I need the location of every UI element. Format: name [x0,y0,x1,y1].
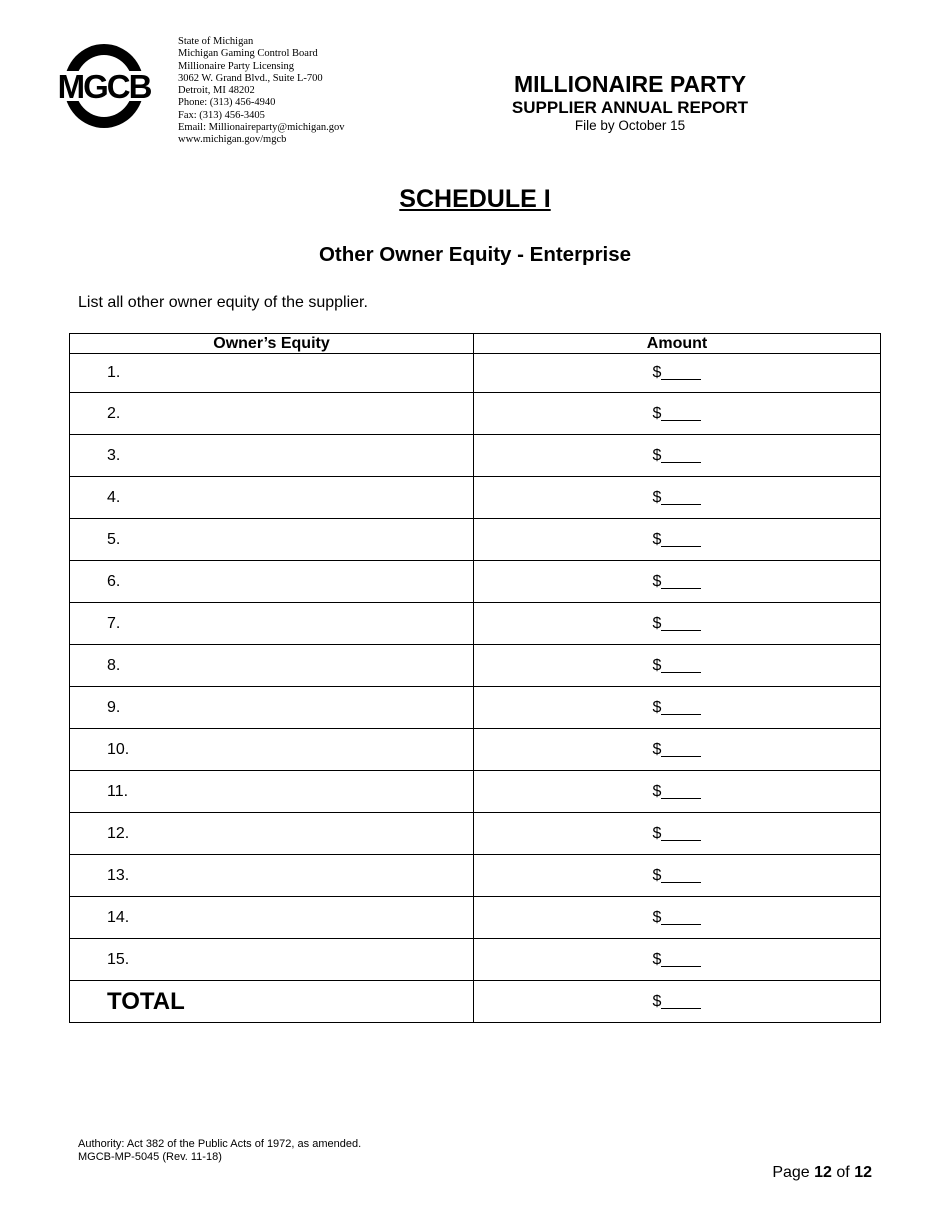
total-row [70,981,881,1023]
table-row [70,435,881,477]
total-pages: 12 [854,1164,872,1181]
row-label: 14. [70,897,474,939]
report-header [460,70,800,134]
amount-input[interactable] [661,406,701,421]
agency-address [178,36,345,147]
row-label: 11. [70,771,474,813]
address-line: Fax: (313) 456-3405 [178,109,265,121]
address-line: Detroit, MI 48202 [178,85,255,97]
row-label: 13. [70,855,474,897]
row-label: 10. [70,729,474,771]
amount-cell [474,435,881,477]
row-label: 1. [70,354,474,393]
table-row [70,855,881,897]
amount-cell [474,981,881,1023]
amount-input[interactable] [661,532,701,547]
current-page: 12 [814,1164,832,1181]
amount-cell [474,813,881,855]
table-row [70,771,881,813]
amount-input[interactable] [661,700,701,715]
currency-symbol: $ [652,572,662,590]
amount-cell [474,603,881,645]
address-line: State of Michigan [178,36,254,47]
row-label: 12. [70,813,474,855]
table-row [70,729,881,771]
row-label: 9. [70,687,474,729]
amount-cell [474,729,881,771]
row-label: 7. [70,603,474,645]
currency-symbol: $ [652,782,662,800]
amount-cell [474,519,881,561]
address-line: Michigan Gaming Control Board [178,48,318,60]
address-line: Millionaire Party Licensing [178,60,295,72]
report-title: MILLIONAIRE PARTY [513,71,747,97]
amount-cell [474,477,881,519]
table-row [70,393,881,435]
address-line: 3062 W. Grand Blvd., Suite L-700 [178,72,323,84]
section-title: Other Owner Equity - Enterprise [318,243,632,266]
table-row [70,897,881,939]
amount-input[interactable] [661,784,701,799]
address-line: www.michigan.gov/mgcb [178,134,287,146]
currency-symbol: $ [652,992,662,1010]
amount-cell [474,855,881,897]
amount-cell [474,897,881,939]
amount-cell [474,645,881,687]
amount-cell [474,939,881,981]
amount-cell [474,354,881,393]
currency-symbol: $ [652,656,662,674]
amount-input[interactable] [661,952,701,967]
row-label: 15. [70,939,474,981]
row-label: 3. [70,435,474,477]
table-row [70,561,881,603]
amount-input[interactable] [661,742,701,757]
currency-symbol: $ [652,740,662,758]
table-row [70,603,881,645]
page-number [772,1164,872,1182]
mgcb-logo [52,41,156,131]
of-word: of [836,1164,850,1181]
amount-input[interactable] [661,994,701,1009]
footer-authority [78,1138,361,1163]
currency-symbol: $ [652,446,662,464]
currency-symbol: $ [652,614,662,632]
address-line: Phone: (313) 456-4940 [178,97,276,109]
amount-input[interactable] [661,490,701,505]
row-label: 4. [70,477,474,519]
table-row [70,354,881,393]
amount-input[interactable] [661,910,701,925]
authority-text: Authority: Act 382 of the Public Acts of 1972, as amended. [78,1138,362,1150]
report-subtitle: SUPPLIER ANNUAL REPORT [511,98,749,117]
amount-input[interactable] [661,448,701,463]
schedule-title: SCHEDULE I [399,185,551,213]
amount-cell [474,771,881,813]
currency-symbol: $ [652,364,662,381]
table-row [70,519,881,561]
instruction: List all other owner equity of the supplier. [78,294,368,311]
currency-symbol: $ [652,950,662,968]
due-date: File by October 15 [574,118,686,133]
currency-symbol: $ [652,404,662,422]
amount-input[interactable] [661,868,701,883]
address-line: Email: Millionaireparty@michigan.gov [178,122,345,134]
row-label: TOTAL [70,981,474,1023]
amount-input[interactable] [661,574,701,589]
currency-symbol: $ [652,530,662,548]
form-number: MGCB-MP-5045 (Rev. 11-18) [78,1150,222,1163]
table-row [70,645,881,687]
row-label: 8. [70,645,474,687]
amount-cell [474,687,881,729]
row-label: 6. [70,561,474,603]
currency-symbol: $ [652,866,662,884]
page-word: Page [772,1164,810,1181]
column-header-amount: Amount [474,334,881,354]
amount-cell [474,393,881,435]
currency-symbol: $ [652,908,662,926]
table-row [70,939,881,981]
currency-symbol: $ [652,824,662,842]
currency-symbol: $ [652,488,662,506]
row-label: 5. [70,519,474,561]
table-row [70,477,881,519]
amount-cell [474,561,881,603]
table-row [70,687,881,729]
equity-table [69,333,881,1023]
amount-input[interactable] [661,826,701,841]
amount-input[interactable] [661,365,701,380]
svg-text:MGCB: MGCB [57,68,151,105]
table-row [70,813,881,855]
row-label: 2. [70,393,474,435]
amount-input[interactable] [661,616,701,631]
column-header-owners-equity: Owner’s Equity [70,334,474,354]
amount-input[interactable] [661,658,701,673]
currency-symbol: $ [652,698,662,716]
